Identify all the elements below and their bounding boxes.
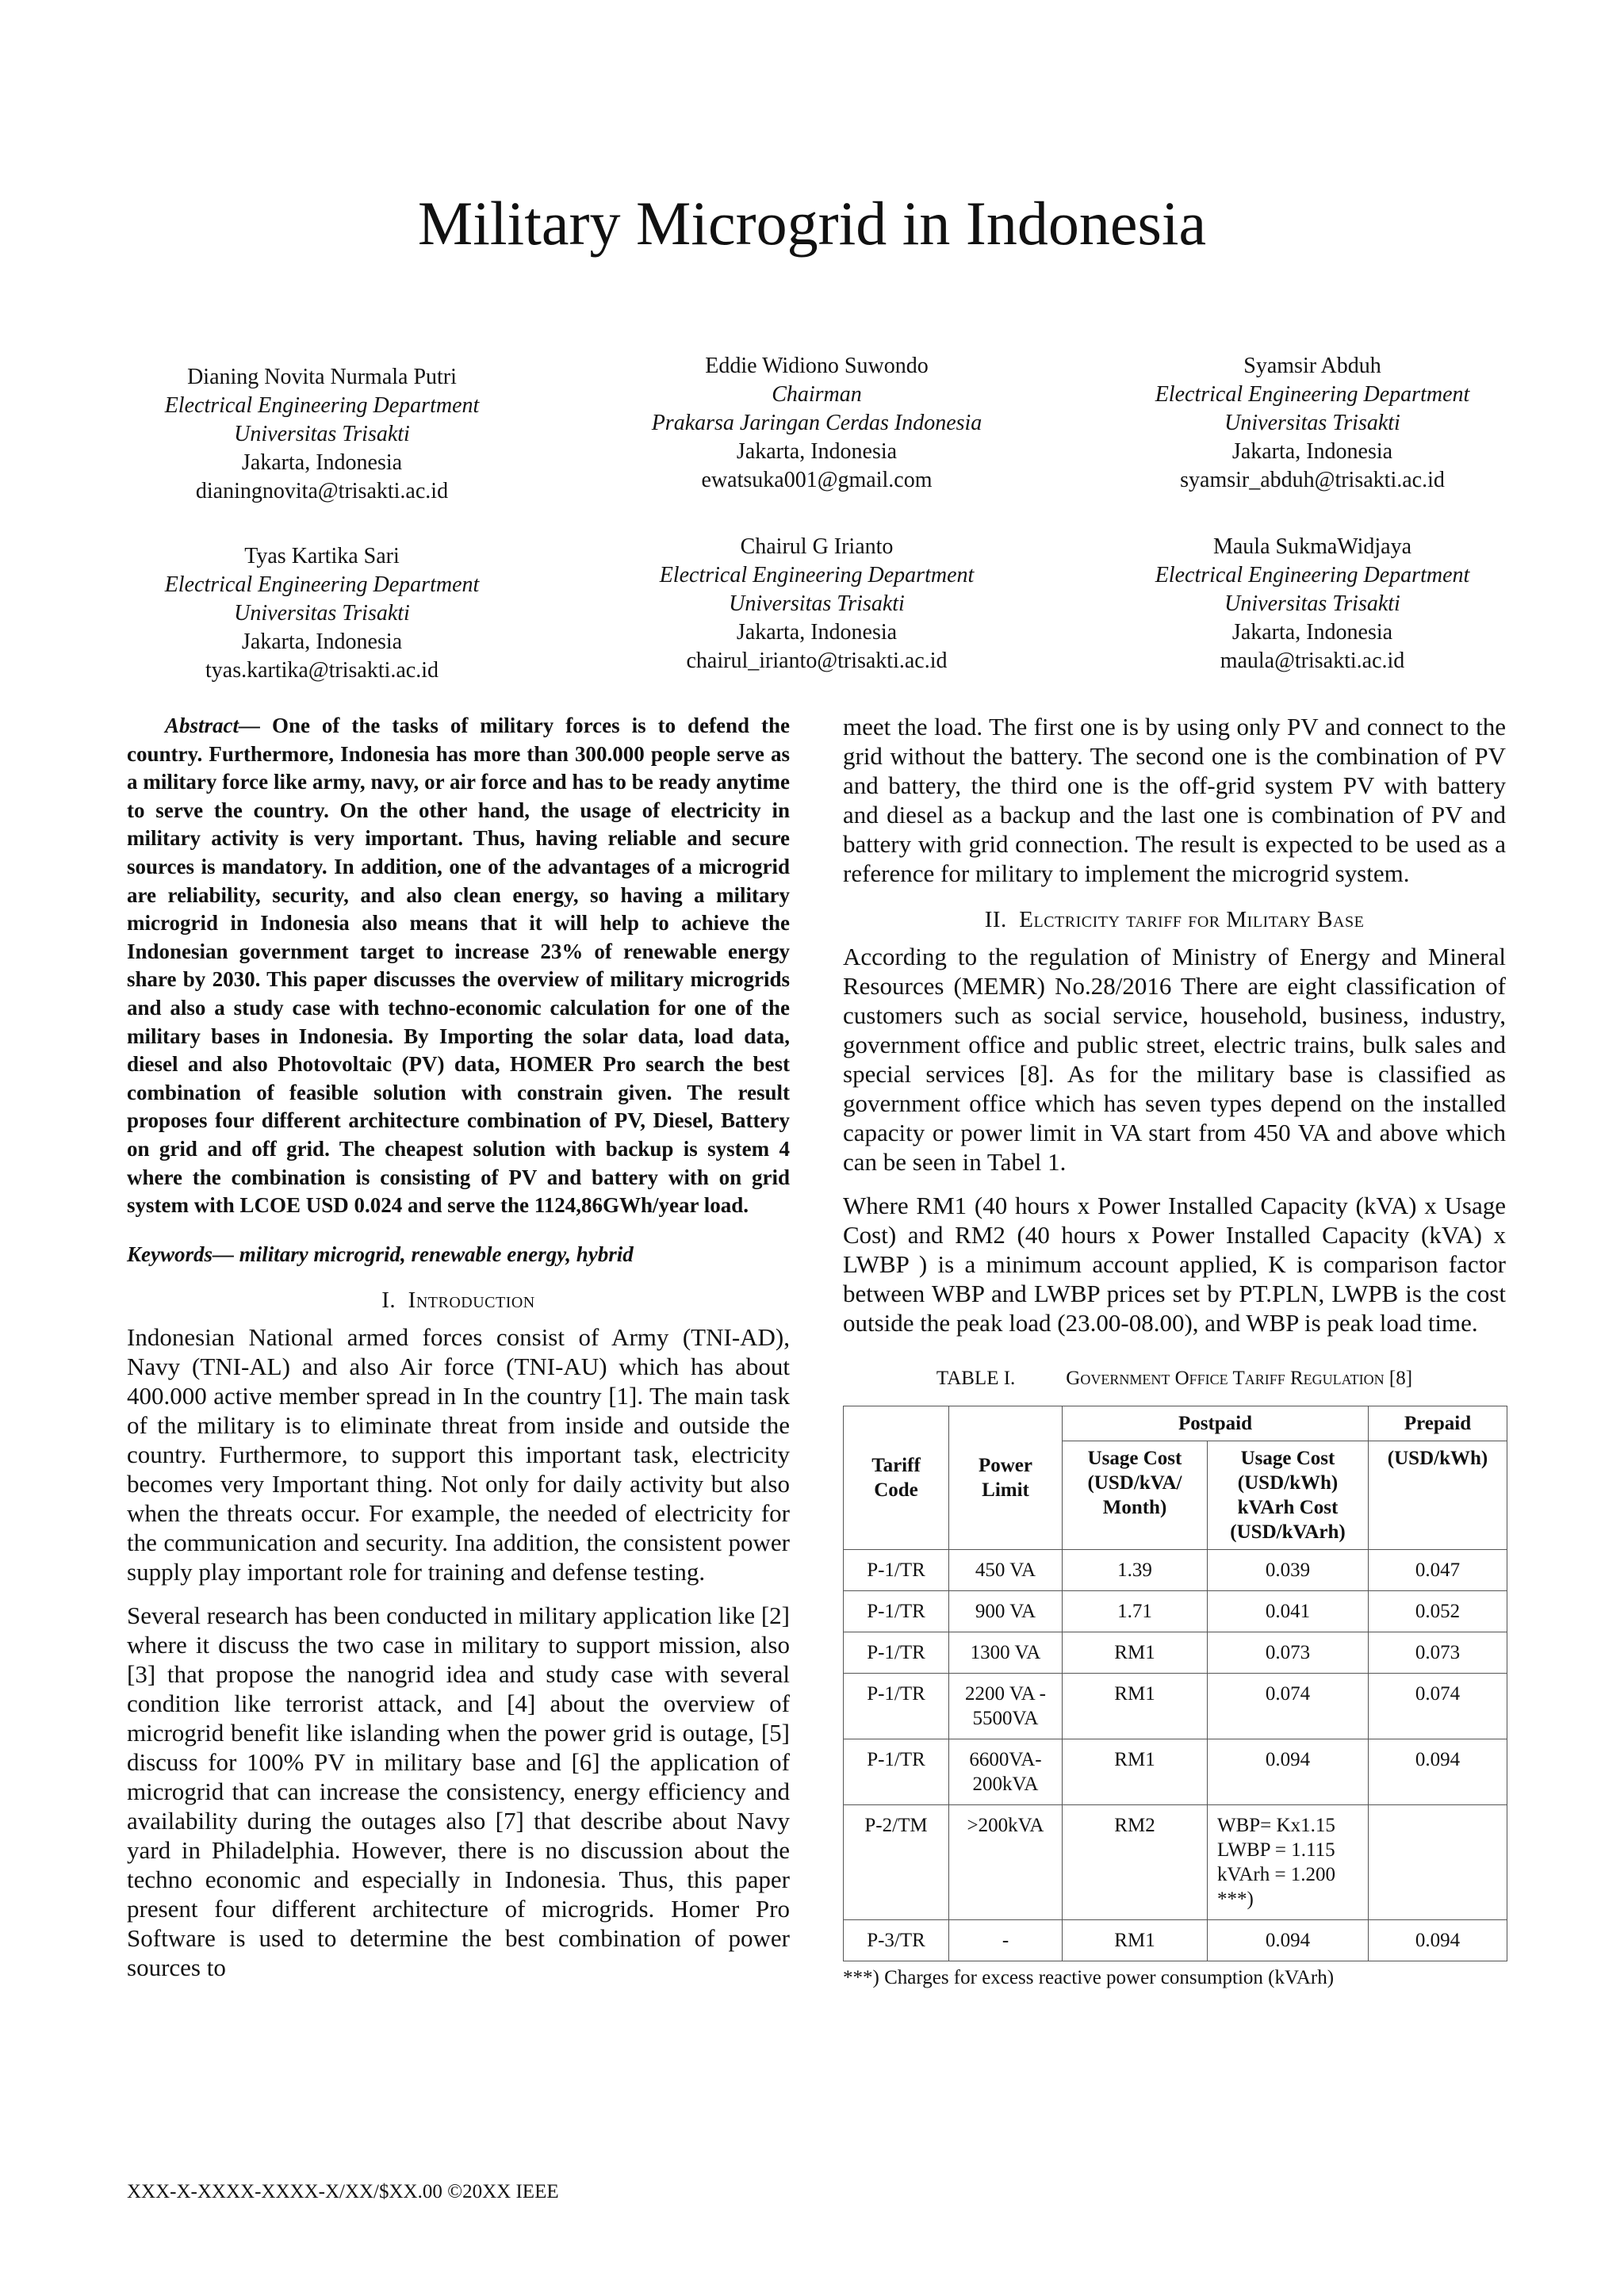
paragraph: Several research has been conducted in military application like [2] where it discuss the two case in military to support mission, also [3] that propose the nanogrid idea and study case with several condition like terrorist attack, and [4] about the overview of microgrid benefit like islanding when the power grid is outage, [5] discuss for 100% PV in military base and [6] the application of microgrid that can increase the consistency, energy efficiency and availability during the outages also [7] that describe about Navy yard in Philadelphia. However, there is no discussion about the techno economic and especially in Indonesia. Thus, this paper present four different architecture of microgrids. Homer Pro Software is used to determine the best combination of power sources to [127, 1601, 790, 1981]
author-location: Jakarta, Indonesia [736, 439, 898, 464]
author-email: dianingnovita@trisakti.ac.id [195, 479, 449, 503]
header-tariff-code: Tariff Code [844, 1406, 949, 1550]
author-block [611, 352, 1023, 495]
author-email: maula@trisakti.ac.id [1220, 649, 1405, 673]
author-block [116, 363, 528, 506]
author-department: Electrical Engineering Department [1155, 563, 1470, 587]
keywords: Keywords— military microgrid, renewable energy, hybrid [127, 1242, 634, 1266]
header-postpaid: Postpaid [1063, 1406, 1369, 1441]
author-department: Electrical Engineering Department [164, 393, 480, 418]
cell-kwh: 0.041 [1208, 1591, 1369, 1632]
cell-prepaid: 0.094 [1369, 1739, 1507, 1805]
section-heading-tariff: II. Elctricity tariff for Military Base [984, 907, 1365, 932]
cell-kva: RM1 [1063, 1674, 1208, 1739]
abstract-lead: Abstract— [165, 714, 261, 737]
author-organization: Universitas Trisakti [234, 601, 410, 626]
author-email: tyas.kartika@trisakti.ac.id [205, 658, 439, 683]
cell-code: P-3/TR [844, 1920, 949, 1961]
author-name: Dianing Novita Nurmala Putri [187, 365, 457, 389]
cell-prepaid: 0.073 [1369, 1632, 1507, 1674]
author-organization: Universitas Trisakti [729, 591, 905, 616]
cell-kwh: WBP= Kx1.15 LWBP = 1.115 kVArh = 1.200 ***) [1208, 1805, 1369, 1920]
cell-prepaid: 0.074 [1369, 1674, 1507, 1739]
author-email: ewatsuka001@gmail.com [701, 468, 933, 492]
author-location: Jakarta, Indonesia [1231, 439, 1393, 464]
cell-code: P-1/TR [844, 1674, 949, 1739]
cell-kwh: 0.094 [1208, 1920, 1369, 1961]
abstract [127, 712, 790, 1220]
cell-code: P-2/TM [844, 1805, 949, 1920]
author-block [1106, 533, 1519, 675]
header-usage-cost-kva: Usage Cost (USD/kVA/ Month) [1063, 1441, 1208, 1550]
header-power-limit: Power Limit [949, 1406, 1063, 1550]
author-department: Electrical Engineering Department [1155, 382, 1470, 407]
cell-kva: 1.39 [1063, 1550, 1208, 1591]
cell-limit: 6600VA- 200kVA [949, 1739, 1063, 1805]
cell-prepaid: 0.047 [1369, 1550, 1507, 1591]
table-row [844, 1591, 1507, 1632]
author-location: Jakarta, Indonesia [241, 629, 403, 654]
cell-code: P-1/TR [844, 1632, 949, 1674]
cell-kwh: 0.074 [1208, 1674, 1369, 1739]
table-row [844, 1632, 1507, 1674]
table-row [844, 1550, 1507, 1591]
cell-limit: 900 VA [949, 1591, 1063, 1632]
author-name: Chairul G Irianto [740, 534, 894, 559]
header-prepaid-unit: (USD/kWh) [1369, 1441, 1507, 1550]
author-name: Eddie Widiono Suwondo [705, 354, 929, 378]
cell-kva: 1.71 [1063, 1591, 1208, 1632]
right-column [843, 712, 1506, 1990]
cell-limit: 450 VA [949, 1550, 1063, 1591]
paragraph: Where RM1 (40 hours x Power Installed Capacity (kVA) x Usage Cost) and RM2 (40 hours x Power Installed Capacity (kVA) x LWBP ) is a minimum account applied, K is comparison factor between WBP and LWBP prices set by PT.PLN, LWPB is the cost outside the peak load (23.00-08.00), and WBP is peak load time. [843, 1192, 1506, 1337]
table-row [844, 1739, 1507, 1805]
author-name: Tyas Kartika Sari [244, 544, 400, 568]
author-department: Electrical Engineering Department [659, 563, 975, 587]
table-row [844, 1674, 1507, 1739]
table-title: Government Office Tariff Regulation [8] [1066, 1368, 1413, 1389]
author-block [116, 542, 528, 685]
cell-kva: RM2 [1063, 1805, 1208, 1920]
author-organization: Prakarsa Jaringan Cerdas Indonesia [651, 411, 982, 435]
author-organization: Universitas Trisakti [234, 422, 410, 446]
cell-kwh: 0.094 [1208, 1739, 1369, 1805]
cell-kwh: 0.073 [1208, 1632, 1369, 1674]
cell-limit: - [949, 1920, 1063, 1961]
table-row [844, 1920, 1507, 1961]
copyright-notice: XXX-X-XXXX-XXXX-X/XX/$XX.00 ©20XX IEEE [127, 2181, 559, 2202]
author-location: Jakarta, Indonesia [241, 450, 403, 475]
author-block [611, 533, 1023, 675]
author-department: Electrical Engineering Department [164, 572, 480, 597]
author-department: Chairman [772, 382, 862, 407]
paragraph: Indonesian National armed forces consist of Army (TNI-AD), Navy (TNI-AL) and also Air force (TNI-AU) which has about 400.000 active member spread in In the country [1]. The main task of the military is to eliminate threat from inside and outside the country. Furthermore, to support this important task, electricity becomes very Important thing. Not only for daily activity but also when the threats occur. For example, the needed of electricity for the communication and security. Ina addition, the consistent power supply play important role for training and defense testing. [127, 1322, 790, 1586]
cell-prepaid: 0.094 [1369, 1920, 1507, 1961]
paragraph: meet the load. The first one is by using only PV and connect to the grid without the battery. The second one is the combination of PV and battery, the third one is the off-grid system PV with battery and diesel as a backup and the last one is combination of PV and battery with grid connection. The result is expected to be used as a reference for military to implement the microgrid system. [843, 713, 1506, 887]
author-location: Jakarta, Indonesia [1231, 620, 1393, 645]
paper-title: Military Microgrid in Indonesia [417, 189, 1207, 258]
author-organization: Universitas Trisakti [1224, 411, 1400, 435]
cell-prepaid [1369, 1805, 1507, 1920]
tariff-table [843, 1406, 1507, 1961]
cell-kva: RM1 [1063, 1920, 1208, 1961]
cell-limit: 2200 VA - 5500VA [949, 1674, 1063, 1739]
table-caption [843, 1366, 1506, 1391]
cell-limit: >200kVA [949, 1805, 1063, 1920]
abstract-text: One of the tasks of military forces is to defend the country. Furthermore, Indonesia has more than 300.000 people serve as a military force like army, navy, or air force and has to be ready anytime to serve the country. On the other hand, the usage of electricity in military activity is very important. Thus, having reliable and secure sources is mandatory. In addition, one of the advantages of a microgrid are reliability, security, and also clean energy, so having a military microgrid in Indonesia also means that it will help to achieve the Indonesian government target to increase 23% of renewable energy share by 2030. This paper discusses the overview of military microgrids and also a study case with techno-economic calculation for one of the military bases in Indonesia. By Importing the solar data, load data, diesel and also Photovoltaic (PV) data, HOMER Pro search the best combination of feasible solution with constrain given. The result proposes four different architecture combination of PV, Diesel, Battery on grid and off grid. The cheapest solution with backup is system 4 where the combination is consisting of PV and battery with on grid system with LCOE USD 0.024 and serve the 1124,86GWh/year load. [127, 714, 790, 1218]
cell-kva: RM1 [1063, 1739, 1208, 1805]
left-column [127, 712, 790, 1996]
cell-code: P-1/TR [844, 1739, 949, 1805]
author-location: Jakarta, Indonesia [736, 620, 898, 645]
table-row [844, 1805, 1507, 1920]
author-organization: Universitas Trisakti [1224, 591, 1400, 616]
paragraph: According to the regulation of Ministry of Energy and Mineral Resources (MEMR) No.28/2016 There are eight classification of customers such as social service, household, business, industry, government office and public street, electric trains, bulk sales and special services [8]. As for the military base is classified as government office which has seven types depend on the installed capacity or power limit in VA start from 450 VA and above which can be seen in Tabel 1. [843, 943, 1506, 1176]
cell-kva: RM1 [1063, 1632, 1208, 1674]
author-name: Syamsir Abduh [1243, 354, 1381, 378]
author-name: Maula SukmaWidjaya [1212, 534, 1412, 559]
section-heading-introduction: I. Introduction [381, 1287, 535, 1313]
cell-prepaid: 0.052 [1369, 1591, 1507, 1632]
cell-code: P-1/TR [844, 1550, 949, 1591]
cell-limit: 1300 VA [949, 1632, 1063, 1674]
author-block [1106, 352, 1519, 495]
author-email: syamsir_abduh@trisakti.ac.id [1180, 468, 1445, 492]
cell-kwh: 0.039 [1208, 1550, 1369, 1591]
header-usage-cost-kwh: Usage Cost (USD/kWh) kVArh Cost (USD/kVArh) [1208, 1441, 1369, 1550]
header-prepaid: Prepaid [1369, 1406, 1507, 1441]
table-label: TABLE I. [936, 1368, 1016, 1389]
author-email: chairul_irianto@trisakti.ac.id [686, 649, 948, 673]
table-footnote: ***) Charges for excess reactive power consumption (kVArh) [843, 1967, 1335, 1988]
cell-code: P-1/TR [844, 1591, 949, 1632]
